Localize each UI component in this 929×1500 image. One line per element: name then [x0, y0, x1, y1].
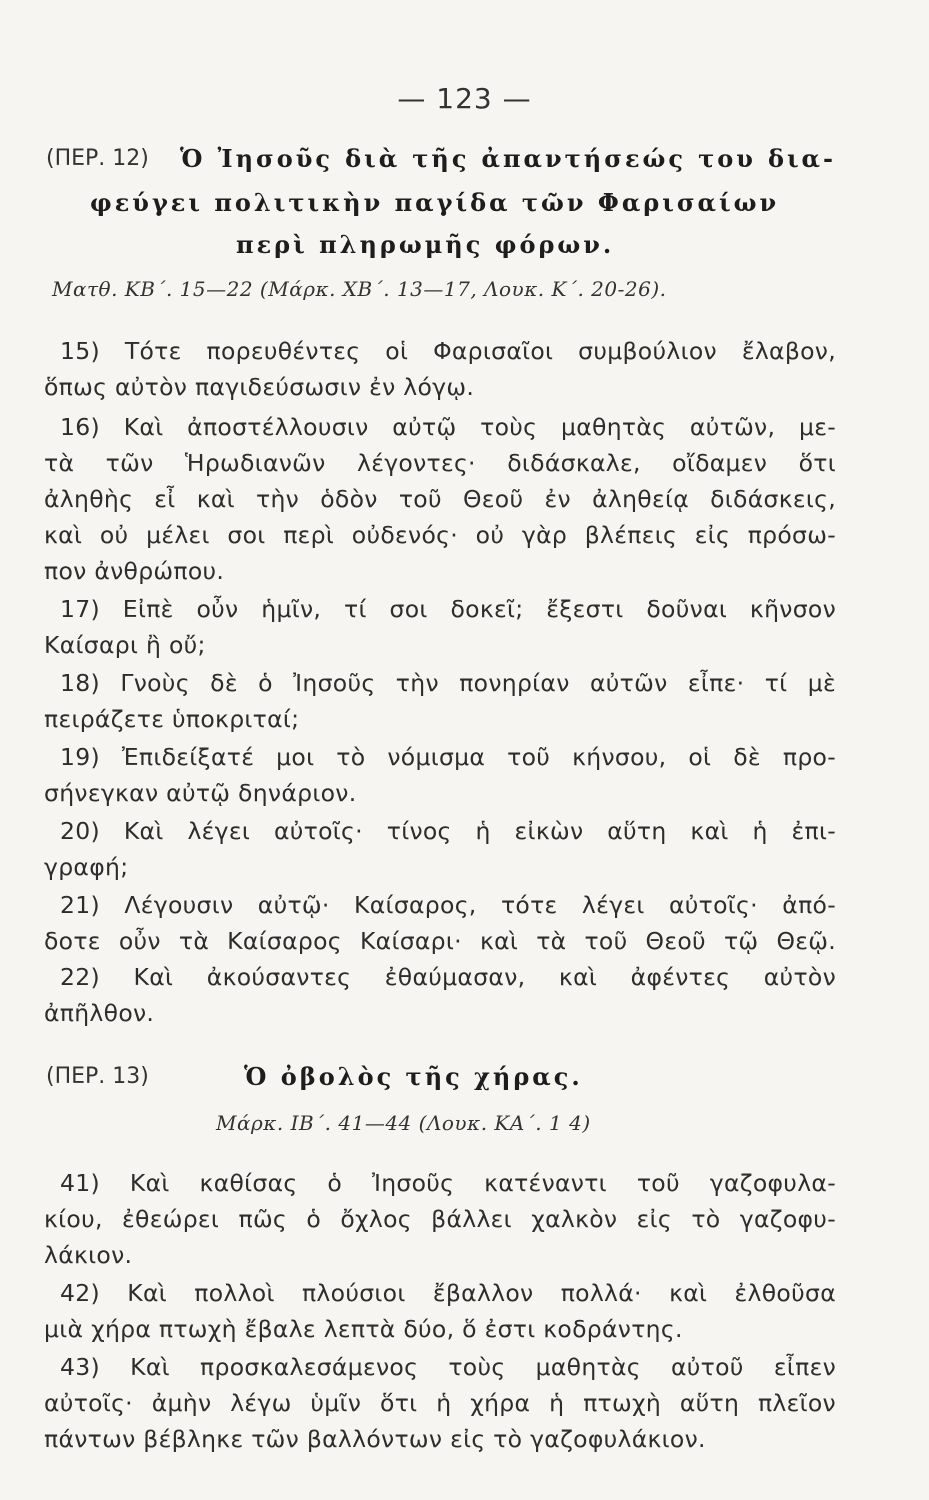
text-line: 16) Καὶ ἀποστέλλουσιν αὐτῷ τοὺς μαθητὰς αὐτῶν, με- — [60, 413, 836, 441]
text-line: μιὰ χήρα πτωχὴ ἔβαλε λεπτὰ δύο, ὅ ἐστι κοδράντης. — [44, 1315, 683, 1343]
text-line: λάκιον. — [44, 1241, 133, 1269]
section-13-title: Ὁ ὀβολὸς τῆς χήρας. — [244, 1062, 583, 1091]
text-line: Καίσαρι ἢ οὔ; — [44, 631, 206, 659]
text-line: ἀληθὴς εἶ καὶ τὴν ὁδὸν τοῦ Θεοῦ ἐν ἀληθείᾳ διδάσκεις, — [44, 485, 836, 513]
text-line: 18) Γνοὺς δὲ ὁ Ἰησοῦς τὴν πονηρίαν αὐτῶν εἶπε· τί μὲ — [60, 669, 836, 697]
text-line: πειράζετε ὑποκριταί; — [44, 705, 300, 733]
section-12-reference: Ματθ. ΚΒ΄. 15—22 (Μάρκ. ΧΒ΄. 13—17, Λουκ. Κ΄. 20-26). — [52, 277, 667, 301]
text-line: 17) Εἰπὲ οὖν ἡμῖν, τί σοι δοκεῖ; ἔξεστι δοῦναι κῆνσον — [60, 595, 836, 623]
text-line: 21) Λέγουσιν αὐτῷ· Καίσαρος, τότε λέγει αὐτοῖς· ἀπό- — [60, 891, 836, 919]
section-12-label: (ΠΕΡ. 12) — [46, 146, 149, 171]
text-line: 42) Καὶ πολλοὶ πλούσιοι ἔβαλλον πολλά· καὶ ἐλθοῦσα — [60, 1279, 836, 1307]
page-number: — 123 — — [397, 82, 532, 115]
section-12-title-line-3: περὶ πληρωμῆς φόρων. — [236, 230, 615, 259]
text-line: αὐτοῖς· ἀμὴν λέγω ὑμῖν ὅτι ἡ χήρα ἡ πτωχὴ αὕτη πλεῖον — [44, 1389, 836, 1417]
text-line: πον ἀνθρώπου. — [44, 557, 225, 585]
text-line: 15) Τότε πορευθέντες οἱ Φαρισαῖοι συμβούλιον ἔλαβον, — [60, 337, 836, 365]
section-13-label: (ΠΕΡ. 13) — [46, 1064, 149, 1089]
text-line: 43) Καὶ προσκαλεσάμενος τοὺς μαθητὰς αὐτοῦ εἶπεν — [60, 1353, 836, 1381]
section-12-title-line-1: Ὁ Ἰησοῦς διὰ τῆς ἀπαντήσεώς του δια- — [180, 144, 836, 173]
text-line: δοτε οὖν τὰ Καίσαρος Καίσαρι· καὶ τὰ τοῦ Θεοῦ τῷ Θεῷ. — [44, 927, 836, 955]
text-line: 22) Καὶ ἀκούσαντες ἐθαύμασαν, καὶ ἀφέντες αὐτὸν — [60, 963, 836, 991]
text-line: πάντων βέβληκε τῶν βαλλόντων εἰς τὸ γαζοφυλάκιον. — [44, 1425, 706, 1453]
text-line: 19) Ἐπιδείξατέ μοι τὸ νόμισμα τοῦ κήνσου, οἱ δὲ προ- — [60, 743, 836, 771]
text-line: γραφή; — [44, 853, 129, 881]
text-line: ἀπῆλθον. — [44, 999, 155, 1027]
text-line: σήνεγκαν αὐτῷ δηνάριον. — [44, 779, 357, 807]
section-13-reference: Μάρκ. ΙΒ΄. 41—44 (Λουκ. ΚΑ΄. 1 4) — [216, 1111, 591, 1135]
text-line: ὅπως αὐτὸν παγιδεύσωσιν ἐν λόγῳ. — [44, 373, 475, 401]
text-line: τὰ τῶν Ἡρωδιανῶν λέγοντες· διδάσκαλε, οἴδαμεν ὅτι — [44, 449, 836, 477]
section-12-title-line-2: φεύγει πολιτικὴν παγίδα τῶν Φαρισαίων — [90, 188, 780, 217]
text-line: 41) Καὶ καθίσας ὁ Ἰησοῦς κατέναντι τοῦ γαζοφυλα- — [60, 1169, 836, 1197]
text-line: 20) Καὶ λέγει αὐτοῖς· τίνος ἡ εἰκὼν αὕτη καὶ ἡ ἐπι- — [60, 817, 836, 845]
text-line: κίου, ἐθεώρει πῶς ὁ ὄχλος βάλλει χαλκὸν εἰς τὸ γαζοφυ- — [44, 1205, 836, 1233]
text-line: καὶ οὐ μέλει σοι περὶ οὐδενός· οὐ γὰρ βλέπεις εἰς πρόσω- — [44, 521, 836, 549]
